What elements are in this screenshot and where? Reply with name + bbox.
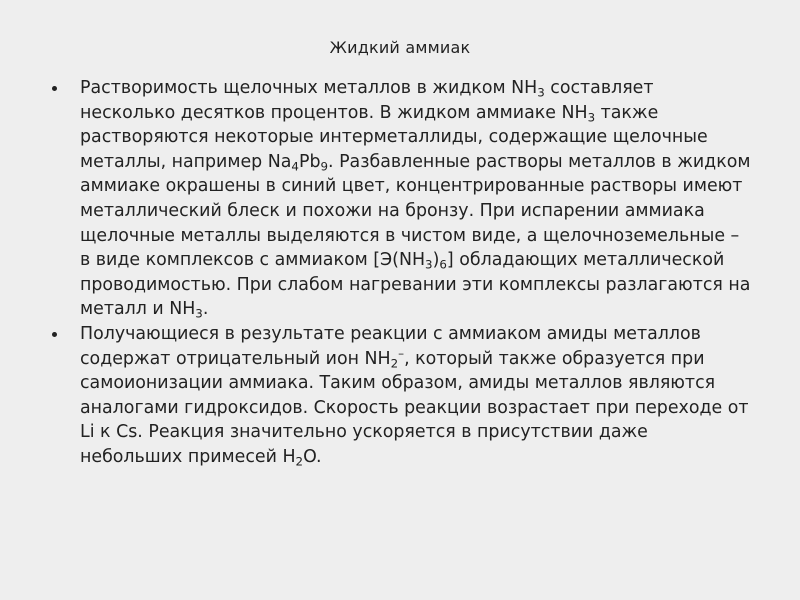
subscript: 4 xyxy=(291,159,299,174)
subscript: 9 xyxy=(320,159,329,174)
slide-title: Жидкий аммиак xyxy=(329,38,471,57)
bullet-dot-icon xyxy=(52,332,57,337)
subscript: 6 xyxy=(439,257,447,272)
bullet-item xyxy=(52,76,752,322)
bullet-text xyxy=(80,78,750,319)
text-run: O. xyxy=(303,446,322,467)
bullet-dot-icon xyxy=(52,86,57,91)
text-run: ] обладающих металлической проводимостью. При слабом нагревании эти комплексы разлагаются на металл и NH xyxy=(80,250,751,320)
subscript: 3 xyxy=(425,257,433,272)
text-run: . Разбавленные растворы металлов в жидком аммиаке окрашены в синий цвет, концентрированные растворы имеют металлический блеск и похожи на бронзу. При испарении аммиака щелочные металлы выделяются в чистом виде, а щелочноземельные – в виде комплексов с аммиаком [Э(NH xyxy=(80,151,751,271)
subscript: 2 xyxy=(390,356,399,371)
text-run: . xyxy=(202,299,209,320)
text-run: ) xyxy=(432,250,440,271)
text-run: Растворимость щелочных металлов в жидком NH xyxy=(80,78,538,98)
text-run: Получающиеся в результате реакции с аммиаком амиды металлов содержат отрицательный ион NH xyxy=(80,323,701,369)
subscript: 3 xyxy=(195,306,203,321)
bullet-item xyxy=(52,322,752,470)
subscript: 3 xyxy=(587,110,596,125)
text-run: составляет несколько десятков процентов. В жидком аммиаке NH xyxy=(80,78,654,123)
text-run: также растворяются некоторые интерметаллиды, содержащие щелочные металлы, например Na xyxy=(80,102,708,172)
bullet-text xyxy=(80,324,749,467)
slide-content xyxy=(52,76,752,470)
text-run: , который также образуется при самоионизации аммиака. Таким образом, амиды металлов являются аналогами гидроксидов. Скорость реакции возрастает при переходе от Li к Cs. Реакция значительно ускоряется в присутствии даже небольших примесей H xyxy=(80,348,749,467)
superscript: – xyxy=(398,346,405,361)
bullet-list xyxy=(52,76,752,470)
text-run: Pb xyxy=(298,151,321,172)
subscript: 2 xyxy=(295,454,304,469)
subscript: 3 xyxy=(537,85,545,100)
